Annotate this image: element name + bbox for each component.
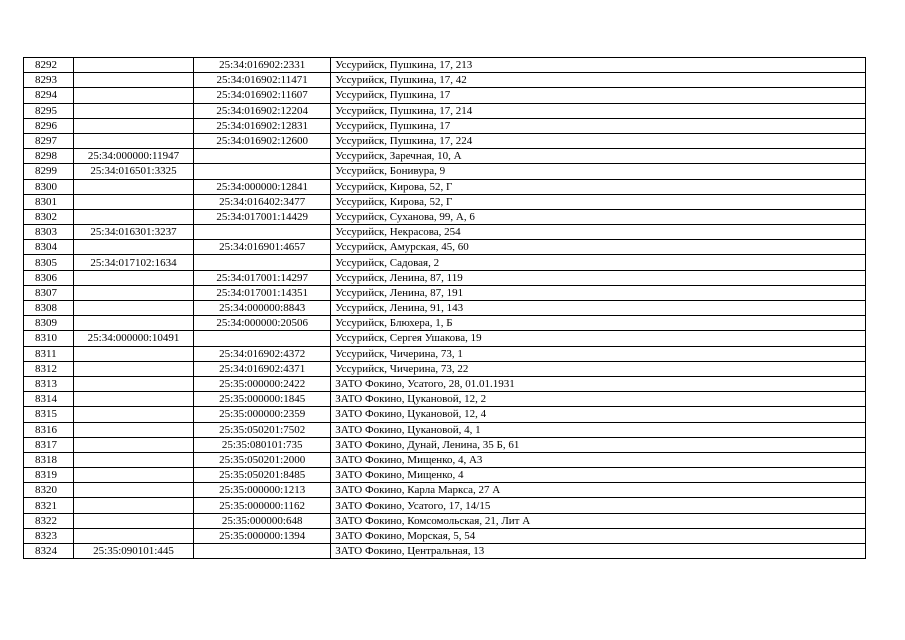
address-cell: Уссурийск, Пушкина, 17, 214 xyxy=(331,103,866,118)
object-cadastral-number-cell xyxy=(194,225,331,240)
object-cadastral-number-cell xyxy=(194,164,331,179)
parcel-cadastral-number-cell xyxy=(73,270,193,285)
row-number-cell: 8323 xyxy=(24,528,74,543)
table-body xyxy=(24,58,866,559)
table-row xyxy=(24,149,866,164)
parcel-cadastral-number-cell xyxy=(73,194,193,209)
parcel-cadastral-number-cell xyxy=(73,376,193,391)
object-cadastral-number-cell: 25:34:000000:12841 xyxy=(194,179,331,194)
parcel-cadastral-number-cell xyxy=(73,452,193,467)
address-cell: Уссурийск, Пушкина, 17 xyxy=(331,118,866,133)
object-cadastral-number-cell: 25:34:016902:12600 xyxy=(194,133,331,148)
object-cadastral-number-cell xyxy=(194,149,331,164)
object-cadastral-number-cell: 25:34:016402:3477 xyxy=(194,194,331,209)
parcel-cadastral-number-cell: 25:34:017102:1634 xyxy=(73,255,193,270)
parcel-cadastral-number-cell: 25:35:090101:445 xyxy=(73,544,193,559)
table-row xyxy=(24,498,866,513)
table-row xyxy=(24,422,866,437)
parcel-cadastral-number-cell xyxy=(73,528,193,543)
table-row xyxy=(24,58,866,73)
parcel-cadastral-number-cell: 25:34:016501:3325 xyxy=(73,164,193,179)
row-number-cell: 8297 xyxy=(24,133,74,148)
address-cell: Уссурийск, Пушкина, 17, 224 xyxy=(331,133,866,148)
row-number-cell: 8300 xyxy=(24,179,74,194)
row-number-cell: 8307 xyxy=(24,285,74,300)
row-number-cell: 8321 xyxy=(24,498,74,513)
address-cell: Уссурийск, Чичерина, 73, 1 xyxy=(331,346,866,361)
address-cell: Уссурийск, Пушкина, 17 xyxy=(331,88,866,103)
parcel-cadastral-number-cell xyxy=(73,498,193,513)
table-row xyxy=(24,194,866,209)
row-number-cell: 8292 xyxy=(24,58,74,73)
table-row xyxy=(24,407,866,422)
parcel-cadastral-number-cell xyxy=(73,179,193,194)
object-cadastral-number-cell xyxy=(194,255,331,270)
address-cell: ЗАТО Фокино, Мищенко, 4, А3 xyxy=(331,452,866,467)
address-cell: Уссурийск, Пушкина, 17, 42 xyxy=(331,73,866,88)
object-cadastral-number-cell: 25:34:000000:8843 xyxy=(194,301,331,316)
table-row xyxy=(24,179,866,194)
object-cadastral-number-cell: 25:34:016902:4372 xyxy=(194,346,331,361)
row-number-cell: 8312 xyxy=(24,361,74,376)
address-cell: Уссурийск, Ленина, 91, 143 xyxy=(331,301,866,316)
address-cell: Уссурийск, Ленина, 87, 119 xyxy=(331,270,866,285)
parcel-cadastral-number-cell xyxy=(73,209,193,224)
row-number-cell: 8315 xyxy=(24,407,74,422)
row-number-cell: 8318 xyxy=(24,452,74,467)
parcel-cadastral-number-cell xyxy=(73,437,193,452)
table-row xyxy=(24,270,866,285)
address-cell: ЗАТО Фокино, Карла Маркса, 27 А xyxy=(331,483,866,498)
address-cell: ЗАТО Фокино, Мищенко, 4 xyxy=(331,468,866,483)
table-row xyxy=(24,209,866,224)
object-cadastral-number-cell: 25:34:016901:4657 xyxy=(194,240,331,255)
address-cell: ЗАТО Фокино, Центральная, 13 xyxy=(331,544,866,559)
parcel-cadastral-number-cell xyxy=(73,103,193,118)
address-cell: ЗАТО Фокино, Морская, 5, 54 xyxy=(331,528,866,543)
address-cell: Уссурийск, Бонивура, 9 xyxy=(331,164,866,179)
object-cadastral-number-cell: 25:34:017001:14351 xyxy=(194,285,331,300)
row-number-cell: 8319 xyxy=(24,468,74,483)
table-row xyxy=(24,133,866,148)
row-number-cell: 8313 xyxy=(24,376,74,391)
address-cell: Уссурийск, Сергея Ушакова, 19 xyxy=(331,331,866,346)
row-number-cell: 8317 xyxy=(24,437,74,452)
row-number-cell: 8320 xyxy=(24,483,74,498)
address-cell: ЗАТО Фокино, Цукановой, 4, 1 xyxy=(331,422,866,437)
row-number-cell: 8309 xyxy=(24,316,74,331)
object-cadastral-number-cell: 25:35:000000:648 xyxy=(194,513,331,528)
row-number-cell: 8298 xyxy=(24,149,74,164)
address-cell: Уссурийск, Суханова, 99, А, 6 xyxy=(331,209,866,224)
parcel-cadastral-number-cell xyxy=(73,468,193,483)
property-registry-table xyxy=(23,57,866,559)
table-row xyxy=(24,118,866,133)
object-cadastral-number-cell: 25:35:050201:2000 xyxy=(194,452,331,467)
table-row xyxy=(24,544,866,559)
table-row xyxy=(24,164,866,179)
object-cadastral-number-cell: 25:35:000000:1394 xyxy=(194,528,331,543)
object-cadastral-number-cell: 25:34:016902:2331 xyxy=(194,58,331,73)
table-row xyxy=(24,392,866,407)
parcel-cadastral-number-cell xyxy=(73,240,193,255)
object-cadastral-number-cell: 25:35:000000:2422 xyxy=(194,376,331,391)
object-cadastral-number-cell xyxy=(194,544,331,559)
row-number-cell: 8301 xyxy=(24,194,74,209)
row-number-cell: 8296 xyxy=(24,118,74,133)
object-cadastral-number-cell: 25:34:016902:11607 xyxy=(194,88,331,103)
parcel-cadastral-number-cell: 25:34:016301:3237 xyxy=(73,225,193,240)
table-row xyxy=(24,73,866,88)
object-cadastral-number-cell: 25:34:016902:11471 xyxy=(194,73,331,88)
table-row xyxy=(24,483,866,498)
object-cadastral-number-cell: 25:34:017001:14297 xyxy=(194,270,331,285)
address-cell: Уссурийск, Заречная, 10, А xyxy=(331,149,866,164)
parcel-cadastral-number-cell xyxy=(73,73,193,88)
row-number-cell: 8308 xyxy=(24,301,74,316)
parcel-cadastral-number-cell xyxy=(73,58,193,73)
parcel-cadastral-number-cell xyxy=(73,118,193,133)
table-row xyxy=(24,437,866,452)
parcel-cadastral-number-cell xyxy=(73,301,193,316)
address-cell: Уссурийск, Ленина, 87, 191 xyxy=(331,285,866,300)
address-cell: ЗАТО Фокино, Комсомольская, 21, Лит А xyxy=(331,513,866,528)
parcel-cadastral-number-cell xyxy=(73,513,193,528)
parcel-cadastral-number-cell xyxy=(73,316,193,331)
parcel-cadastral-number-cell xyxy=(73,88,193,103)
table-row xyxy=(24,346,866,361)
table-row xyxy=(24,452,866,467)
address-cell: Уссурийск, Кирова, 52, Г xyxy=(331,194,866,209)
table-row xyxy=(24,240,866,255)
row-number-cell: 8316 xyxy=(24,422,74,437)
address-cell: Уссурийск, Блюхера, 1, Б xyxy=(331,316,866,331)
object-cadastral-number-cell: 25:35:050201:7502 xyxy=(194,422,331,437)
object-cadastral-number-cell: 25:34:016902:12831 xyxy=(194,118,331,133)
table-row xyxy=(24,376,866,391)
address-cell: Уссурийск, Кирова, 52, Г xyxy=(331,179,866,194)
table-row xyxy=(24,255,866,270)
address-cell: ЗАТО Фокино, Цукановой, 12, 2 xyxy=(331,392,866,407)
parcel-cadastral-number-cell xyxy=(73,361,193,376)
table-row xyxy=(24,468,866,483)
row-number-cell: 8304 xyxy=(24,240,74,255)
address-cell: Уссурийск, Пушкина, 17, 213 xyxy=(331,58,866,73)
object-cadastral-number-cell: 25:34:000000:20506 xyxy=(194,316,331,331)
parcel-cadastral-number-cell: 25:34:000000:11947 xyxy=(73,149,193,164)
address-cell: Уссурийск, Некрасова, 254 xyxy=(331,225,866,240)
object-cadastral-number-cell: 25:35:000000:2359 xyxy=(194,407,331,422)
row-number-cell: 8324 xyxy=(24,544,74,559)
row-number-cell: 8314 xyxy=(24,392,74,407)
row-number-cell: 8311 xyxy=(24,346,74,361)
parcel-cadastral-number-cell xyxy=(73,346,193,361)
parcel-cadastral-number-cell xyxy=(73,392,193,407)
address-cell: ЗАТО Фокино, Усатого, 28, 01.01.1931 xyxy=(331,376,866,391)
table-row xyxy=(24,361,866,376)
parcel-cadastral-number-cell xyxy=(73,422,193,437)
parcel-cadastral-number-cell xyxy=(73,133,193,148)
row-number-cell: 8303 xyxy=(24,225,74,240)
object-cadastral-number-cell: 25:34:016902:4371 xyxy=(194,361,331,376)
address-cell: ЗАТО Фокино, Цукановой, 12, 4 xyxy=(331,407,866,422)
row-number-cell: 8305 xyxy=(24,255,74,270)
object-cadastral-number-cell: 25:35:000000:1162 xyxy=(194,498,331,513)
object-cadastral-number-cell: 25:35:000000:1845 xyxy=(194,392,331,407)
parcel-cadastral-number-cell: 25:34:000000:10491 xyxy=(73,331,193,346)
table-row xyxy=(24,528,866,543)
row-number-cell: 8295 xyxy=(24,103,74,118)
address-cell: Уссурийск, Амурская, 45, 60 xyxy=(331,240,866,255)
address-cell: Уссурийск, Чичерина, 73, 22 xyxy=(331,361,866,376)
object-cadastral-number-cell: 25:34:016902:12204 xyxy=(194,103,331,118)
parcel-cadastral-number-cell xyxy=(73,483,193,498)
object-cadastral-number-cell xyxy=(194,331,331,346)
table-row xyxy=(24,301,866,316)
object-cadastral-number-cell: 25:35:000000:1213 xyxy=(194,483,331,498)
table-row xyxy=(24,331,866,346)
address-cell: ЗАТО Фокино, Усатого, 17, 14/15 xyxy=(331,498,866,513)
address-cell: Уссурийск, Садовая, 2 xyxy=(331,255,866,270)
parcel-cadastral-number-cell xyxy=(73,407,193,422)
row-number-cell: 8294 xyxy=(24,88,74,103)
object-cadastral-number-cell: 25:34:017001:14429 xyxy=(194,209,331,224)
object-cadastral-number-cell: 25:35:080101:735 xyxy=(194,437,331,452)
row-number-cell: 8302 xyxy=(24,209,74,224)
table-row xyxy=(24,513,866,528)
table-row xyxy=(24,285,866,300)
row-number-cell: 8322 xyxy=(24,513,74,528)
row-number-cell: 8306 xyxy=(24,270,74,285)
parcel-cadastral-number-cell xyxy=(73,285,193,300)
table-row xyxy=(24,225,866,240)
row-number-cell: 8299 xyxy=(24,164,74,179)
row-number-cell: 8293 xyxy=(24,73,74,88)
address-cell: ЗАТО Фокино, Дунай, Ленина, 35 Б, 61 xyxy=(331,437,866,452)
table-row xyxy=(24,316,866,331)
table-row xyxy=(24,88,866,103)
row-number-cell: 8310 xyxy=(24,331,74,346)
table-row xyxy=(24,103,866,118)
object-cadastral-number-cell: 25:35:050201:8485 xyxy=(194,468,331,483)
